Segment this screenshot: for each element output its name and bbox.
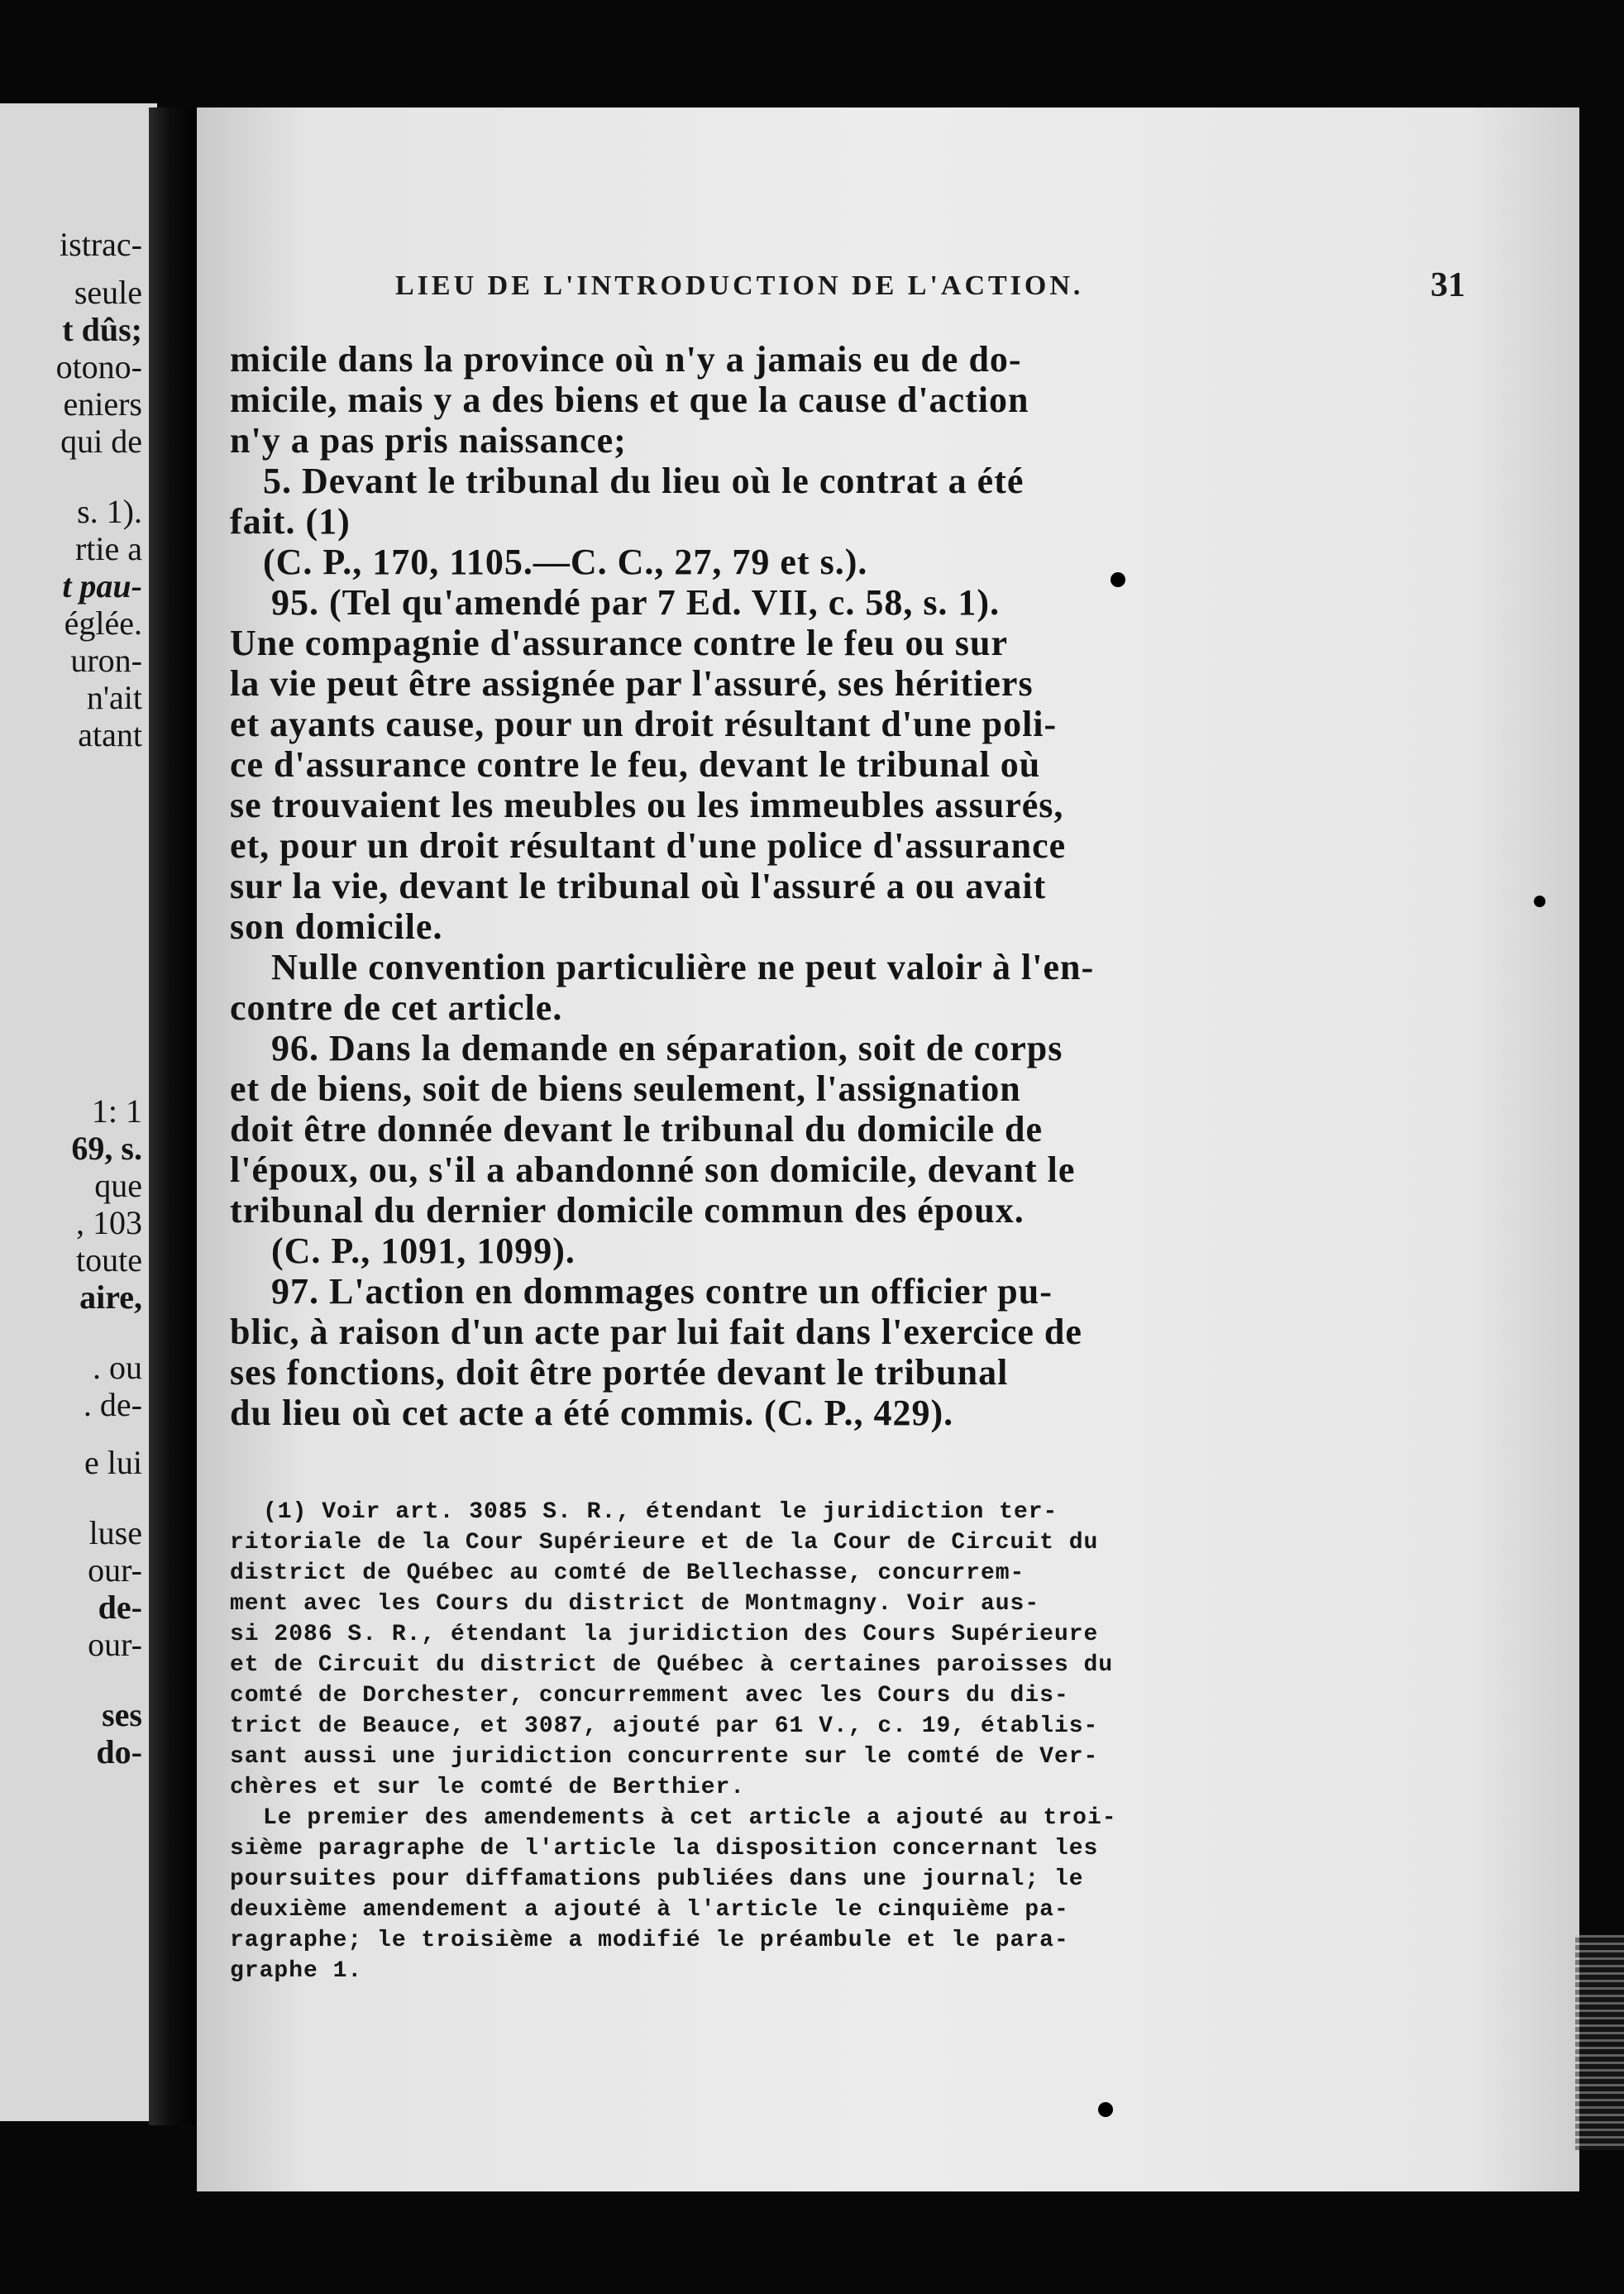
left-page-line: 1: 1 [91, 1092, 142, 1130]
left-page-line: eniers [63, 385, 142, 423]
left-page-line: églée. [64, 605, 142, 642]
left-page-line: atant [78, 716, 142, 753]
body-line: blic, à raison d'un acte par lui fait dans l'exercice de [230, 1312, 1082, 1352]
body-line: sur la vie, devant le tribunal où l'assuré a ou avait [230, 866, 1047, 906]
footnote-line: ragraphe; le troisième a modifié le préambule et le para- [230, 1928, 1069, 1953]
left-page-line: 69, s. [71, 1130, 142, 1167]
left-page-line: ses [102, 1696, 142, 1733]
footnote-line: district de Québec au comté de Bellechasse, concurrem- [230, 1560, 1025, 1586]
body-line: (C. P., 170, 1105.—C. C., 27, 79 et s.). [263, 542, 868, 582]
left-page-line: rtie a [74, 530, 142, 567]
left-page-line: otono- [55, 348, 142, 385]
left-page-line: de- [98, 1589, 142, 1626]
left-page-line: t pau- [62, 567, 142, 605]
page-number: 31 [1431, 266, 1465, 304]
left-page-line: seule [74, 274, 142, 311]
body-line: ce d'assurance contre le feu, devant le tribunal où [230, 744, 1041, 785]
body-line: micile dans la province où n'y a jamais eu de do- [230, 339, 1022, 380]
footnotes [230, 1497, 1470, 1986]
left-page-line: do- [96, 1733, 142, 1771]
body-line: ses fonctions, doit être portée devant le tribunal [230, 1352, 1009, 1393]
left-page-line: our- [88, 1626, 142, 1663]
body-line: et, pour un droit résultant d'une police d'assurance [230, 825, 1067, 866]
left-page-line: . de- [83, 1386, 142, 1423]
body-line: du lieu où cet acte a été commis. (C. P., 429). [230, 1393, 954, 1433]
footnote-line: Le premier des amendements à cet article a ajouté au troi- [263, 1805, 1117, 1831]
body-line: fait. (1) [230, 501, 351, 542]
page-gutter [149, 108, 198, 2125]
body-line: contre de cet article. [230, 987, 563, 1028]
footnote-line: (1) Voir art. 3085 S. R., étendant le juridiction ter- [263, 1499, 1058, 1525]
running-head: LIEU DE L'INTRODUCTION DE L'ACTION. [395, 270, 1084, 301]
left-page-line: s. 1). [77, 493, 142, 530]
body-line: 5. Devant le tribunal du lieu où le contrat a été [263, 461, 1025, 501]
body-line: son domicile. [230, 906, 443, 947]
scan-edge-artifact [1575, 1935, 1624, 2150]
footnote-line: chères et sur le comté de Berthier. [230, 1775, 746, 1800]
left-page-line: que [94, 1167, 142, 1204]
left-page-line: . ou [93, 1349, 142, 1386]
left-page-line: aire, [79, 1278, 142, 1316]
footnote-line: et de Circuit du district de Québec à certaines paroisses du [230, 1652, 1114, 1678]
left-page-line: istrac- [60, 226, 142, 263]
body-line: la vie peut être assignée par l'assuré, ses héritiers [230, 663, 1034, 704]
body-line: Nulle convention particulière ne peut valoir à l'en- [271, 947, 1095, 987]
body-text [230, 339, 1470, 1433]
left-page-line: luse [88, 1514, 142, 1551]
footnote-line: ritoriale de la Cour Supérieure et de la Cour de Circuit du [230, 1530, 1099, 1556]
left-page-line: t dûs; [62, 311, 142, 348]
footnote-line: deuxième amendement a ajouté à l'article le cinquième pa- [230, 1897, 1069, 1923]
body-line: 96. Dans la demande en séparation, soit de corps [271, 1028, 1063, 1068]
body-line: l'époux, ou, s'il a abandonné son domicile, devant le [230, 1149, 1076, 1190]
body-line: micile, mais y a des biens et que la cause d'action [230, 380, 1029, 420]
footnote-line: trict de Beauce, et 3087, ajouté par 61 V., c. 19, établis- [230, 1713, 1099, 1739]
footnote-line: si 2086 S. R., étendant la juridiction des Cours Supérieure [230, 1622, 1099, 1647]
body-line: se trouvaient les meubles ou les immeubles assurés, [230, 785, 1064, 825]
left-page-line: our- [88, 1551, 142, 1589]
speck [1098, 2102, 1113, 2117]
body-line: et de biens, soit de biens seulement, l'assignation [230, 1068, 1021, 1109]
page-header [197, 266, 1579, 320]
speck [1111, 572, 1125, 587]
body-line: n'y a pas pris naissance; [230, 420, 627, 461]
footnote-line: ment avec les Cours du district de Montmagny. Voir aus- [230, 1591, 1040, 1617]
body-line: 97. L'action en dommages contre un officier pu- [271, 1271, 1053, 1312]
body-line: 95. (Tel qu'amendé par 7 Ed. VII, c. 58, s. 1). [271, 582, 1001, 623]
speck [1534, 896, 1545, 907]
footnote-line: poursuites pour diffamations publiées dans une journal; le [230, 1866, 1084, 1892]
left-page-line: toute [76, 1241, 142, 1278]
body-line: tribunal du dernier domicile commun des époux. [230, 1190, 1025, 1231]
footnote-line: sième paragraphe de l'article la disposition concernant les [230, 1836, 1099, 1861]
body-line: et ayants cause, pour un droit résultant d'une poli- [230, 704, 1058, 744]
left-page-line: n'ait [86, 679, 142, 716]
left-page-line: uron- [70, 642, 142, 679]
body-line: (C. P., 1091, 1099). [271, 1231, 576, 1271]
left-page-line: qui de [60, 423, 142, 460]
body-line: Une compagnie d'assurance contre le feu ou sur [230, 623, 1009, 663]
left-page-line: , 103 [76, 1204, 142, 1241]
footnote-line: comté de Dorchester, concurremment avec les Cours du dis- [230, 1683, 1069, 1709]
body-line: doit être donnée devant le tribunal du domicile de [230, 1109, 1043, 1149]
footnote-line: sant aussi une juridiction concurrente sur le comté de Ver- [230, 1744, 1099, 1770]
left-page-line: e lui [84, 1444, 142, 1481]
footnote-line: graphe 1. [230, 1958, 363, 1984]
book-page [197, 108, 1579, 2191]
left-facing-page [0, 103, 157, 2121]
